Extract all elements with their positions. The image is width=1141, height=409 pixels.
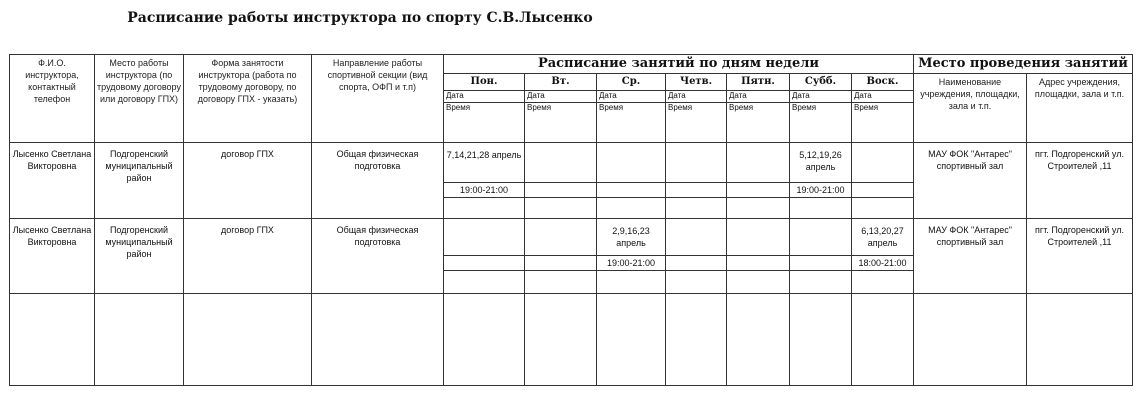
schedule-table [9,54,1132,398]
venue-address: пгт. Подгоренский ул. Строителей ,11 [1027,143,1133,219]
time-label: Время [852,103,914,143]
header-work-place: Место работы инструктора (по трудовому договору или договору ГПХ) [95,55,184,143]
date-label: Дата [666,91,727,103]
class-date [666,143,727,183]
class-time: 19:00-21:00 [597,256,666,271]
work-place: Подгоренский муниципальный район [95,219,184,294]
class-time [790,256,852,271]
class-date: 6,13,20,27 апрель [852,219,914,256]
empty-cell [525,294,597,386]
class-time: 18:00-21:00 [852,256,914,271]
class-time [597,183,666,198]
class-time [525,183,597,198]
time-label: Время [727,103,790,143]
class-date [852,143,914,183]
class-time [727,256,790,271]
class-time [727,183,790,198]
venue-address: пгт. Подгоренский ул. Строителей ,11 [1027,219,1133,294]
day-header: Ср. [597,74,666,91]
day-header: Четв. [666,74,727,91]
date-label: Дата [597,91,666,103]
empty-cell [914,294,1027,386]
time-label: Время [666,103,727,143]
empty-cell [790,294,852,386]
class-time [852,183,914,198]
class-date [525,143,597,183]
class-date: 2,9,16,23 апрель [597,219,666,256]
header-direction: Направление работы спортивной секции (вид спорта, ОФП и т.п) [312,55,444,143]
empty-cell [1027,294,1133,386]
employment-form: договор ГПХ [184,219,312,294]
empty-cell [666,294,727,386]
day-header: Пятн. [727,74,790,91]
instructor-name: Лысенко Светлана Викторовна [10,219,95,294]
header-venue-address: Адрес учреждения, площадки, зала и т.п. [1027,74,1133,143]
class-date [444,219,525,256]
empty-cell [312,294,444,386]
day-header: Вт. [525,74,597,91]
header-schedule: Расписание занятий по дням недели [444,55,914,74]
header-venue-name: Наименование учреждения, площадки, зала и т.п. [914,74,1027,143]
direction: Общая физическая подготовка [312,143,444,219]
instructor-name: Лысенко Светлана Викторовна [10,143,95,219]
work-place: Подгоренский муниципальный район [95,143,184,219]
time-label: Время [444,103,525,143]
time-label: Время [790,103,852,143]
empty-cell [852,294,914,386]
header-venue: Место проведения занятий [914,55,1133,74]
empty-cell [184,294,312,386]
employment-form: договор ГПХ [184,143,312,219]
page-title: Расписание работы инструктора по спорту С.В.Лысенко [127,10,593,26]
class-time [525,256,597,271]
venue-name: МАУ ФОК "Антарес" спортивный зал [914,219,1027,294]
empty-cell [95,294,184,386]
class-date [727,143,790,183]
class-time: 19:00-21:00 [790,183,852,198]
class-date [790,219,852,256]
date-label: Дата [525,91,597,103]
class-date [597,143,666,183]
class-time [666,183,727,198]
time-label: Время [525,103,597,143]
empty-cell [597,294,666,386]
time-label: Время [597,103,666,143]
empty-cell [10,294,95,386]
date-label: Дата [727,91,790,103]
day-header: Субб. [790,74,852,91]
class-time [444,256,525,271]
class-time: 19:00-21:00 [444,183,525,198]
class-time [666,256,727,271]
class-date: 5,12,19,26 апрель [790,143,852,183]
class-date: 7,14,21,28 апрель [444,143,525,183]
date-label: Дата [790,91,852,103]
day-header: Воск. [852,74,914,91]
direction: Общая физическая подготовка [312,219,444,294]
header-employment-form: Форма занятости инструктора (работа по трудовому договору, по договору ГПХ - указать) [184,55,312,143]
class-date [666,219,727,256]
date-label: Дата [852,91,914,103]
header-fio: Ф.И.О. инструктора, контактный телефон [10,55,95,143]
venue-name: МАУ ФОК "Антарес" спортивный зал [914,143,1027,219]
class-date [525,219,597,256]
empty-cell [444,294,525,386]
day-header: Пон. [444,74,525,91]
empty-cell [727,294,790,386]
date-label: Дата [444,91,525,103]
class-date [727,219,790,256]
